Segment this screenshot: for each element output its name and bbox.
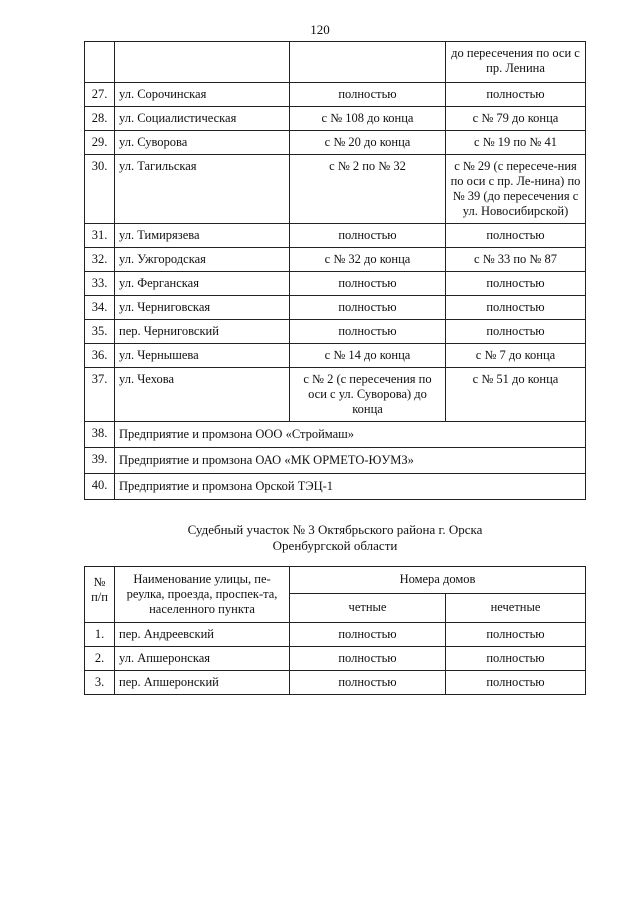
- table-row: [85, 422, 586, 448]
- row-number: 39.: [85, 448, 115, 474]
- table-row: [85, 623, 586, 647]
- street-name: ул. Апшеронская: [115, 647, 290, 671]
- row-number: 34.: [85, 296, 115, 320]
- odd-houses: с № 51 до конца: [446, 368, 586, 422]
- header-even: четные: [290, 593, 446, 622]
- even-houses: с № 2 (с пересечения по оси с ул. Суворова) до конца: [290, 368, 446, 422]
- odd-houses: полностью: [446, 83, 586, 107]
- odd-houses: с № 7 до конца: [446, 344, 586, 368]
- table-row: [85, 647, 586, 671]
- odd-houses: с № 29 (с пересече-ния по оси с пр. Ле-нина) по № 39 (до пересечения с ул. Новосибирской): [446, 155, 586, 224]
- odd-houses: с № 19 по № 41: [446, 131, 586, 155]
- even-houses: полностью: [290, 320, 446, 344]
- even-houses: с № 32 до конца: [290, 248, 446, 272]
- odd-houses: полностью: [446, 647, 586, 671]
- row-number: 38.: [85, 422, 115, 448]
- section-title: [84, 522, 586, 554]
- table-row: [85, 272, 586, 296]
- row-number: 36.: [85, 344, 115, 368]
- header-house-numbers: Номера домов: [290, 567, 586, 594]
- street-name: ул. Тагильская: [115, 155, 290, 224]
- row-number: 40.: [85, 474, 115, 500]
- page-number: 120: [310, 22, 330, 37]
- street-name: ул. Социалистическая: [115, 107, 290, 131]
- table-row: [85, 296, 586, 320]
- even-houses: полностью: [290, 224, 446, 248]
- row-number: 31.: [85, 224, 115, 248]
- street-name: пер. Апшеронский: [115, 671, 290, 695]
- row-number: 33.: [85, 272, 115, 296]
- street-name: пер. Андреевский: [115, 623, 290, 647]
- table-row: [85, 224, 586, 248]
- row-number: 35.: [85, 320, 115, 344]
- odd-houses: полностью: [446, 671, 586, 695]
- even-houses: с № 108 до конца: [290, 107, 446, 131]
- street-name: ул. Чернышева: [115, 344, 290, 368]
- section-title-line: Судебный участок № 3 Октябрьского района г. Орска: [187, 522, 483, 537]
- row-number: 1.: [85, 623, 115, 647]
- header-number: № п/п: [85, 567, 115, 623]
- table-row: [85, 448, 586, 474]
- odd-houses: полностью: [446, 272, 586, 296]
- table-header-row: [85, 567, 586, 594]
- header-odd: нечетные: [446, 593, 586, 622]
- row-number: [85, 42, 115, 83]
- enterprise-zone: Предприятие и промзона Орской ТЭЦ-1: [115, 474, 586, 500]
- table-row: [85, 248, 586, 272]
- odd-houses: полностью: [446, 224, 586, 248]
- even-houses: с № 20 до конца: [290, 131, 446, 155]
- odd-houses: полностью: [446, 296, 586, 320]
- row-number: 30.: [85, 155, 115, 224]
- enterprise-zone: Предприятие и промзона ОАО «МК ОРМЕТО-ЮУМЗ»: [115, 448, 586, 474]
- table-row: [85, 131, 586, 155]
- table-body: [85, 567, 586, 695]
- table-row: [85, 42, 586, 83]
- table-row: [85, 107, 586, 131]
- even-houses: полностью: [290, 83, 446, 107]
- table-row: [85, 320, 586, 344]
- odd-houses: до пересечения по оси с пр. Ленина: [446, 42, 586, 83]
- odd-houses: полностью: [446, 320, 586, 344]
- street-name: [115, 42, 290, 83]
- street-name: ул. Тимирязева: [115, 224, 290, 248]
- table-row: [85, 671, 586, 695]
- header-street-name: Наименование улицы, пе-реулка, проезда, проспек-та, населенного пункта: [115, 567, 290, 623]
- even-houses: с № 2 по № 32: [290, 155, 446, 224]
- row-number: 28.: [85, 107, 115, 131]
- even-houses: полностью: [290, 647, 446, 671]
- row-number: 2.: [85, 647, 115, 671]
- even-houses: полностью: [290, 272, 446, 296]
- table-row: [85, 368, 586, 422]
- row-number: 3.: [85, 671, 115, 695]
- odd-houses: полностью: [446, 623, 586, 647]
- row-number: 29.: [85, 131, 115, 155]
- table-body: [85, 42, 586, 500]
- street-name: ул. Сорочинская: [115, 83, 290, 107]
- even-houses: с № 14 до конца: [290, 344, 446, 368]
- row-number: 32.: [85, 248, 115, 272]
- section-title-line: Оренбургской области: [272, 538, 398, 553]
- street-name: ул. Суворова: [115, 131, 290, 155]
- even-houses: [290, 42, 446, 83]
- even-houses: полностью: [290, 296, 446, 320]
- even-houses: полностью: [290, 623, 446, 647]
- table-row: [85, 344, 586, 368]
- enterprise-zone: Предприятие и промзона ООО «Строймаш»: [115, 422, 586, 448]
- street-name: пер. Черниговский: [115, 320, 290, 344]
- street-name: ул. Ужгородская: [115, 248, 290, 272]
- table-row: [85, 155, 586, 224]
- table-row: [85, 83, 586, 107]
- odd-houses: с № 79 до конца: [446, 107, 586, 131]
- even-houses: полностью: [290, 671, 446, 695]
- row-number: 27.: [85, 83, 115, 107]
- street-name: ул. Черниговская: [115, 296, 290, 320]
- street-name: ул. Ферганская: [115, 272, 290, 296]
- court-district-streets-table: [84, 566, 586, 695]
- odd-houses: с № 33 по № 87: [446, 248, 586, 272]
- street-name: ул. Чехова: [115, 368, 290, 422]
- table-row: [85, 474, 586, 500]
- row-number: 37.: [85, 368, 115, 422]
- district-streets-table-continued: [84, 41, 586, 500]
